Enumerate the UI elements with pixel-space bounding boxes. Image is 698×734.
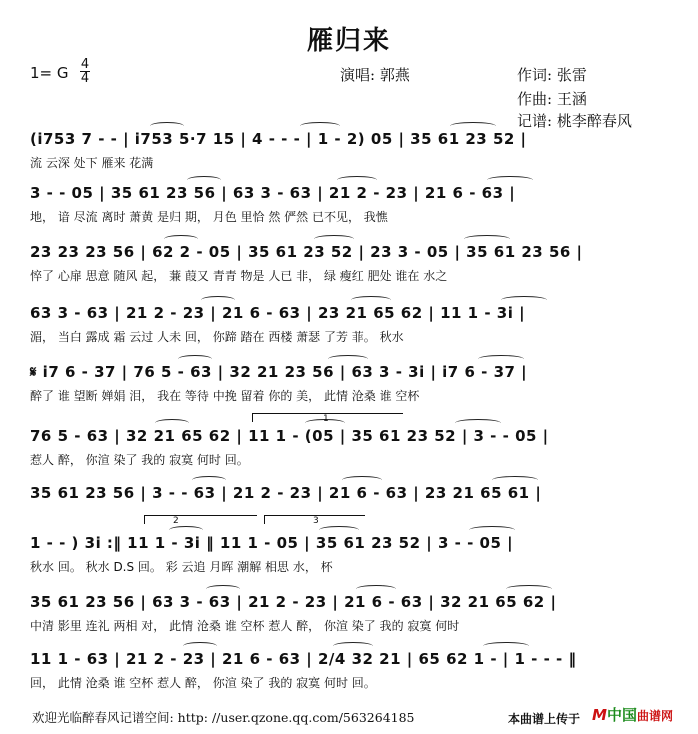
slur-mark (183, 642, 217, 650)
lyricist-credit: 作词: 张雷 (517, 66, 587, 84)
song-title: 雁归来 (306, 26, 391, 56)
notation-row: 1 - - ) 3i :‖ 11 1 - 3i ‖ 11 1 - 05 | 35 61 23 52 | 3 - - 05 | (30, 534, 514, 552)
footer-link-text[interactable]: 欢迎光临醉春风记谱空间: http: //user.qzone.qq.com/563264185 (32, 710, 415, 725)
lyric-row: 醉了 谁 望断 婵娟 泪， 我在 等待 中挽 留着 你的 美， 此情 沧桑 谁 空杯 (30, 389, 420, 403)
notation-row: 𝄋 i7 6 - 37 | 76 5 - 63 | 32 21 23 56 | 63 3 - 3i | i7 6 - 37 | (30, 363, 528, 381)
lyric-row: 中清 影里 连礼 两相 对， 此情 沧桑 谁 空杯 惹人 醉， 你渲 染了 我的 寂寞 何时 (30, 619, 460, 633)
singer-credit: 演唱: 郭燕 (340, 66, 410, 84)
lyric-row: 悴了 心扉 思意 随风 起， 蒹 葭又 青青 物是 人已 非， 绿 瘦红 肥处 谁在 水之 (30, 269, 448, 283)
notation-row: 35 61 23 56 | 3 - - 63 | 21 2 - 23 | 21 6 - 63 | 23 21 65 61 | (30, 484, 542, 502)
notation-row: 35 61 23 56 | 63 3 - 63 | 21 2 - 23 | 21 6 - 63 | 32 21 65 62 | (30, 593, 557, 611)
slur-mark (492, 476, 538, 484)
notation-row: 23 23 23 56 | 62 2 - 05 | 35 61 23 52 | 23 3 - 05 | 35 61 23 56 | (30, 243, 583, 261)
slur-mark (319, 526, 359, 534)
slur-mark (356, 585, 396, 593)
slur-mark (337, 176, 377, 184)
notation-row: (i753 7 - - | i753 5·7 15 | 4 - - - | 1 - 2) 05 | 35 61 23 52 | (30, 130, 527, 148)
slur-mark (506, 585, 552, 593)
slur-mark (333, 642, 373, 650)
lyric-row: 流 云深 处下 雁来 花满 (30, 156, 154, 170)
slur-mark (187, 176, 221, 184)
slur-mark (169, 526, 203, 534)
slur-mark (300, 122, 340, 130)
slur-mark (155, 419, 189, 427)
slur-mark (201, 296, 235, 304)
slur-mark (487, 176, 533, 184)
notation-row: 63 3 - 63 | 21 2 - 23 | 21 6 - 63 | 23 21 65 62 | 11 1 - 3i | (30, 304, 526, 322)
notation-row: 11 1 - 63 | 21 2 - 23 | 21 6 - 63 | 2/4 32 21 | 65 62 1 - | 1 - - - ‖ (30, 650, 577, 668)
slur-mark (164, 235, 198, 243)
volta-coda: 1 (252, 413, 403, 422)
slur-mark (351, 296, 391, 304)
slur-mark (206, 585, 240, 593)
slur-mark (501, 296, 547, 304)
site-logo[interactable] (592, 704, 692, 726)
slur-mark (314, 235, 354, 243)
logo-text-2: 曲谱网 (636, 709, 673, 723)
slur-mark (455, 419, 501, 427)
time-bottom: 4 (80, 71, 90, 86)
slur-mark (342, 476, 382, 484)
slur-mark (469, 526, 515, 534)
logo-mark-icon: M (592, 706, 607, 724)
time-signature (80, 58, 90, 85)
transcriber-credit: 记谱: 桃李醉春风 (517, 112, 632, 130)
composer-credit: 作曲: 王涵 (517, 90, 587, 108)
slur-mark (150, 122, 184, 130)
slur-mark (483, 642, 529, 650)
logo-text: 中国 (606, 706, 637, 724)
key-signature: 1= G (30, 64, 69, 82)
slur-mark (450, 122, 496, 130)
lyric-row: 秋水 回。 秋水 D.S 回。 彩 云追 月晖 潮解 相思 水， 杯 (30, 560, 333, 574)
lyric-row: 回， 此情 沧桑 谁 空杯 惹人 醉， 你渲 染了 我的 寂寞 何时 回。 (30, 676, 376, 690)
volta-second: 3 (264, 515, 365, 524)
time-top: 4 (80, 57, 90, 72)
slur-mark (192, 476, 226, 484)
slur-mark (178, 355, 212, 363)
notation-row: 3 - - 05 | 35 61 23 56 | 63 3 - 63 | 21 2 - 23 | 21 6 - 63 | (30, 184, 516, 202)
slur-mark (478, 355, 524, 363)
notation-row: 76 5 - 63 | 32 21 65 62 | 11 1 - (05 | 35 61 23 52 | 3 - - 05 | (30, 427, 549, 445)
lyric-row: 地， 谙 尽流 离时 萧黄 是归 期， 月色 里恰 然 俨然 已不见， 我憔 (30, 210, 388, 224)
lyric-row: 湄， 当白 露成 霜 云过 人未 回， 你蹄 踏在 西楼 萧瑟 了芳 菲。 秋水 (30, 330, 404, 344)
lyric-row: 惹人 醉， 你渲 染了 我的 寂寞 何时 回。 (30, 453, 249, 467)
slur-mark (464, 235, 510, 243)
slur-mark (328, 355, 368, 363)
footer-upload-label: 本曲谱上传于 (508, 712, 581, 726)
volta-first: 2 (144, 515, 257, 524)
